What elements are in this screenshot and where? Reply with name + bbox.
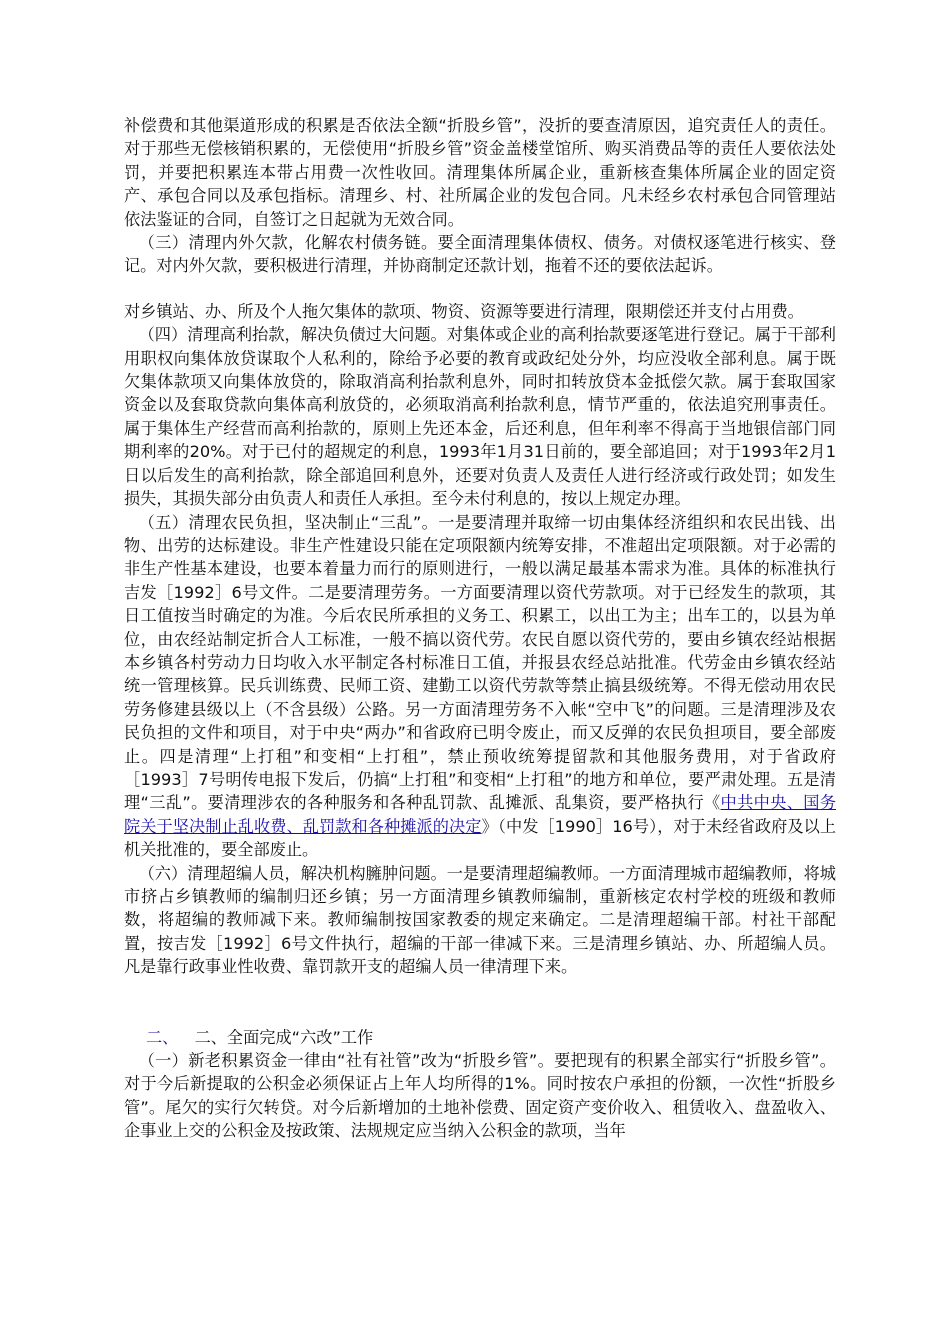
section-5-text-end: 》（中发［1990］16号），对于未经省政府及以上机关批准的，要全部废止。 [124, 816, 837, 860]
paragraph-section-4: （四）清理高利抬款，解决负债过大问题。对集体或企业的高利抬款要逐笔进行登记。属于干部利用职权向集体放贷谋取个人私利的，除给予必要的教育或政纪处分外，均应没收全部利息。属于既欠集体款项又向集体放贷的，除取消高利抬款利息外，同时扣转放贷本金抵偿欠款。属于套取国家资金以及套取贷款向集体高利放贷的，必须取消高利抬款利息，情节严重的，依法追究刑事责任。属于集体生产经营而高利抬款的，原则上先还本金，后还利息，但年利率不得高于当地银信部门同期利率的20%。对于已付的超规定的利息，1993年1月31日前的，要全部追回；对于1993年2月1日以后发生的高利抬款，除全部追回利息外，还要对负责人及责任人进行经济或行政处罚；如发生损失，其损失部分由负责人和责任人承担。至今未付利息的，按以上规定办理。 [124, 325, 836, 509]
spacer [124, 979, 836, 1026]
paragraph-section-3: （三）清理内外欠款，化解农村债务链。要全面清理集体债权、债务。对债权逐笔进行核实、登记。对内外欠款，要积极进行清理，并协商制定还款计划，拖着不还的要依法起诉。 [124, 233, 836, 276]
section-heading [124, 1026, 836, 1049]
document-page [124, 114, 836, 1143]
paragraph-accumulation-funds: （一）新老积累资金一律由“社有社管”改为“折股乡管”。要把现有的积累全部实行“折股乡管”。对于今后新提取的公积金必须保证占上年人均所得的1%。同时按农户承担的份额，一次性“折股乡管”。尾欠的实行欠转贷。对今后新增加的土地补偿费、固定资产变价收入、租赁收入、盘盈收入、企事业上交的公积金及按政策、法规规定应当纳入公积金的款项，当年 [124, 1051, 836, 1141]
heading-number: 二、 [146, 1027, 179, 1047]
section-5-text: （五）清理农民负担，坚决制止“三乱”。一是要清理并取缔一切由集体经济组织和农民出钱、出物、出劳的达标建设。非生产性建设只能在定项限额内统筹安排，不准超出定项限额。对于必需的非生产性基本建设，也要本着量力而行的原则进行，一般以满足最基本需求为准。具体的标准执行吉发［1992］6号文件。二是要清理劳务。一方面要清理以资代劳款项。对于已经发生的款项，其日工值按当时确定的为准。今后农民所承担的义务工、积累工，以出工为主；出车工的，以县为单位，由农经站制定折合人工标准，一般不搞以资代劳。农民自愿以资代劳的，要由乡镇农经站根据本乡镇各村劳动力日均收入水平制定各村标准日工值，并报县农经总站批准。代劳金由乡镇农经站统一管理核算。民兵训练费、民师工资、建勤工以资代劳款等禁止搞县级统筹。不得无偿动用农民劳务修建县级以上（不含县级）公路。另一方面清理劳务不入帐“空中飞”的问题。三是清理涉及农民负担的文件和项目，对于中央“两办”和省政府已明令废止，而又反弹的农民负担项目，要全部废止。四是清理“上打租”和变相“上打租”，禁止预收统筹提留款和其他服务费用，对于省政府［1993］7号明传电报下发后，仍搞“上打租”和变相“上打租”的地方和单位，要严肃处理。五是清理“三乱”。要清理涉农的各种服务和各种乱罚款、乱摊派、乱集资，要严格执行《 [124, 512, 836, 813]
paragraph-section-6: （六）清理超编人员，解决机构臃肿问题。一是要清理超编教师。一方面清理城市超编教师，将城市挤占乡镇教师的编制归还乡镇；另一方面清理乡镇教师编制，重新核定农村学校的班级和教师数，将超编的教师减下来。教师编制按国家教委的规定来确定。二是清理超编干部。村社干部配置，按吉发［1992］6号文件执行，超编的干部一律减下来。三是清理乡镇站、办、所超编人员。凡是靠行政事业性收费、靠罚款开支的超编人员一律清理下来。 [124, 863, 836, 977]
paragraph-section-5 [124, 511, 836, 862]
paragraph-compensation: 补偿费和其他渠道形成的积累是否依法全额“折股乡管”，没折的要查清原因，追究责任人的责任。对于那些无偿核销积累的，无偿使用“折股乡管”资金盖楼堂馆所、购买消费品等的责任人要依法处罚，并要把积累连本带占用费一次性收回。清理集体所属企业，重新核查集体所属企业的固定资产、承包合同以及承包指标。清理乡、村、社所属企业的发包合同。凡未经乡农村承包合同管理站依法鉴证的合同，自签订之日起就为无效合同。 [124, 116, 836, 229]
decision-document-link[interactable]: 中共中央、国务院关于坚决制止乱收费、乱罚款和各种摊派的决定 [124, 793, 836, 836]
heading-text: 二、全面完成“六改”工作 [194, 1027, 374, 1047]
spacer [124, 278, 836, 300]
paragraph-township-arrears: 对乡镇站、办、所及个人拖欠集体的款项、物资、资源等要进行清理，限期偿还并支付占用费。 [124, 301, 804, 321]
